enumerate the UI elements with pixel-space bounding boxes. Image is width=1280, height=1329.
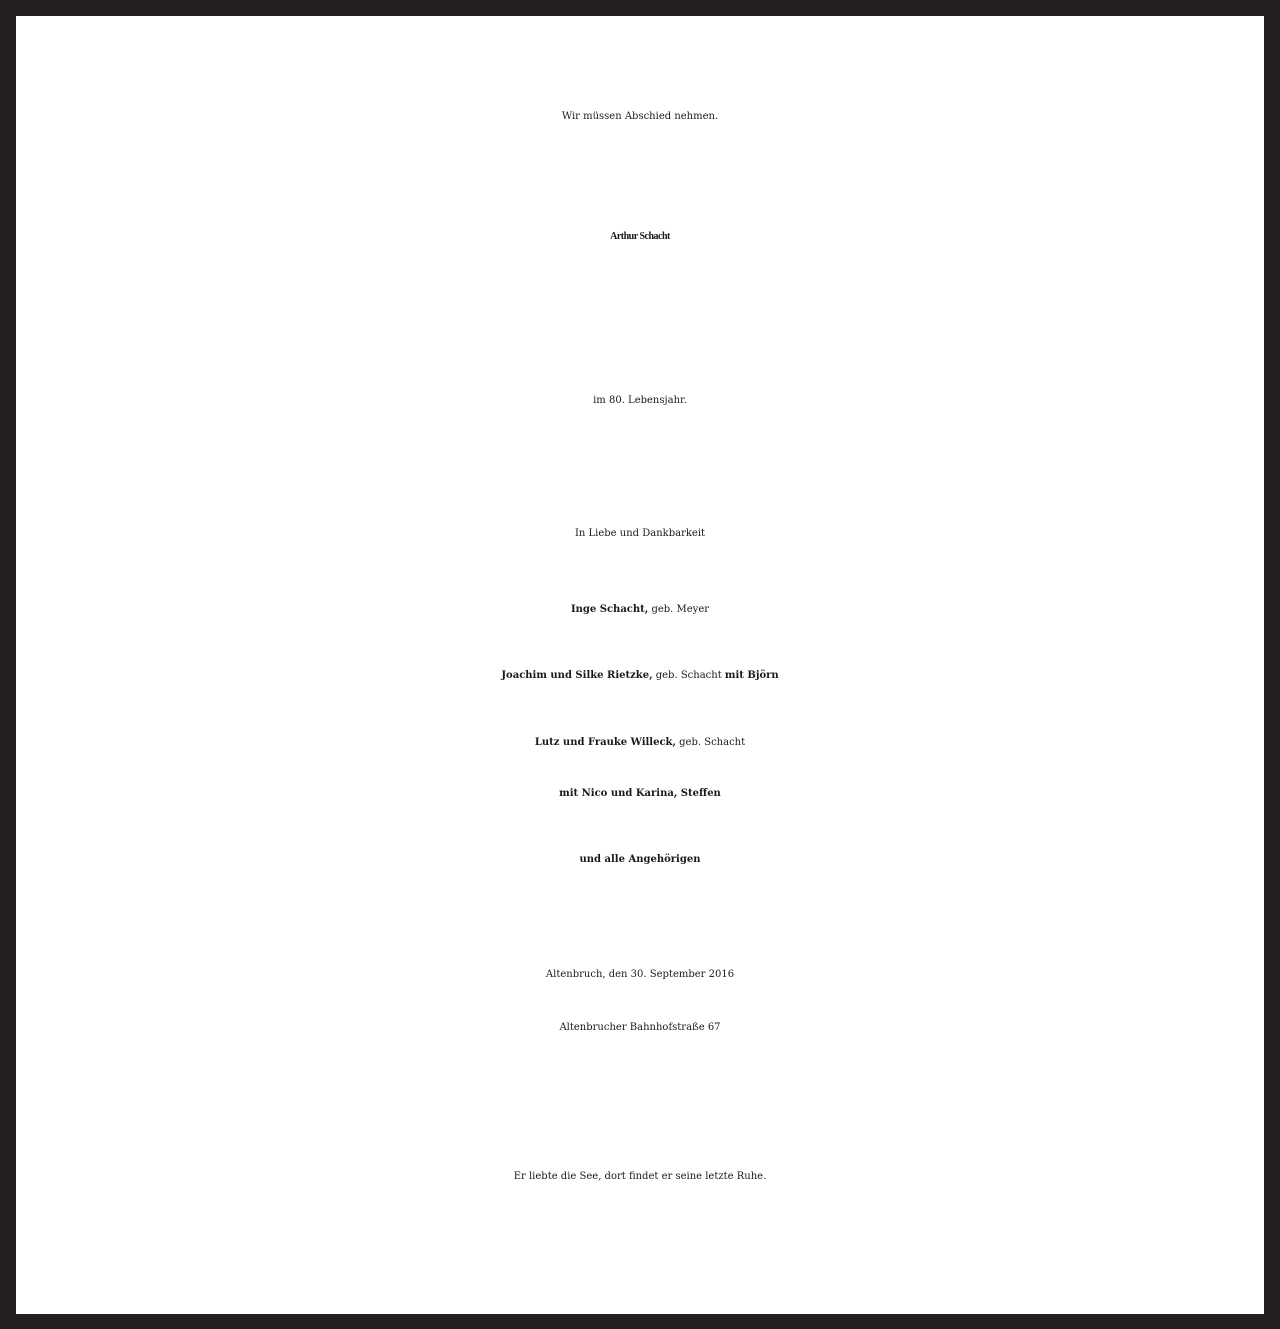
thanks-text: In Liebe und Dankbarkeit xyxy=(574,528,706,539)
place-date-text: Altenbruch, den 30. September 2016 xyxy=(545,969,735,980)
intro-text: Wir müssen Abschied nehmen. xyxy=(561,111,719,122)
address-text: Altenbrucher Bahnhofstraße 67 xyxy=(559,1022,721,1033)
family-member-note: geb. Meyer xyxy=(648,604,710,615)
family-member-line xyxy=(16,738,1264,748)
closing-text: Er liebte die See, dort findet er seine letzte Ruhe. xyxy=(513,1171,767,1182)
all-relatives-text: und alle Angehörigen xyxy=(579,854,701,865)
family-member-line xyxy=(16,789,1264,799)
family-member-note: geb. Schacht xyxy=(652,670,725,681)
family-member-name: Inge Schacht, xyxy=(570,604,649,615)
family-member-children: mit Björn xyxy=(724,670,779,681)
family-member-children: mit Nico und Karina, Steffen xyxy=(559,788,721,799)
family-member-name: Lutz und Frauke Willeck, xyxy=(534,737,676,748)
family-member-note: geb. Schacht xyxy=(675,737,746,748)
family-member-line xyxy=(16,671,1264,681)
deceased-name: Arthur Schacht xyxy=(610,231,670,242)
family-member-name: Joachim und Silke Rietzke, xyxy=(501,670,653,681)
age-text: im 80. Lebensjahr. xyxy=(593,395,687,406)
family-member-line xyxy=(16,605,1264,615)
